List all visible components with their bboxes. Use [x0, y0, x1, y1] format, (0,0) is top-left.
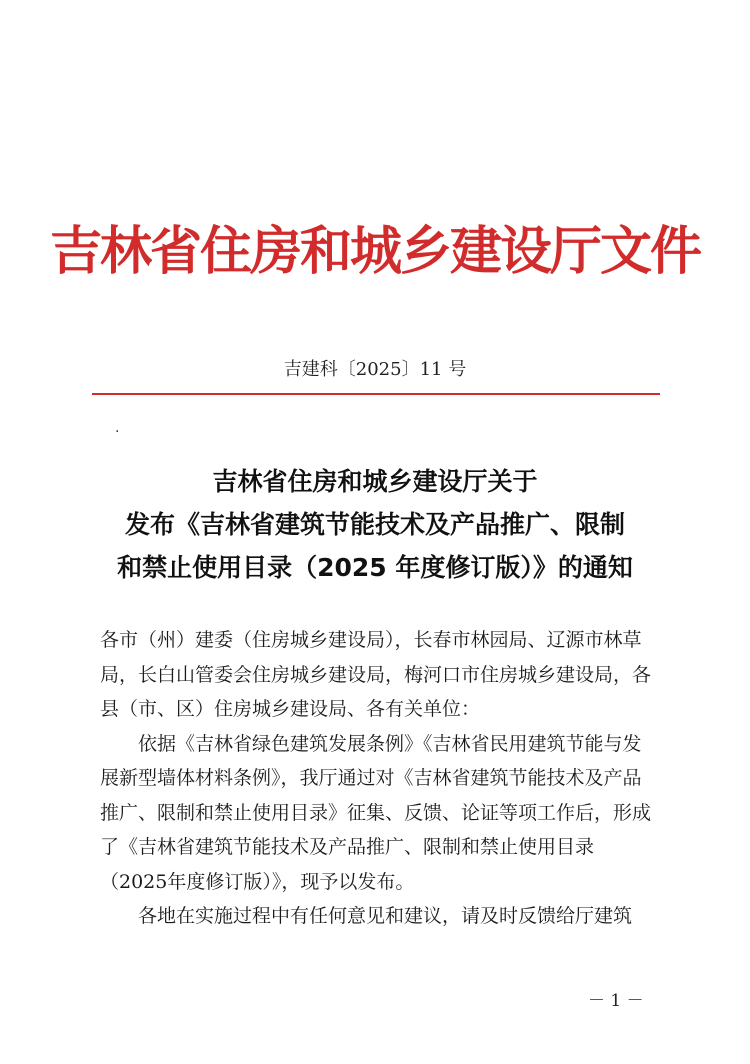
notice-body [100, 623, 660, 934]
page-number: － 1 － [588, 991, 644, 1011]
recipients-paragraph: 各市（州）建委（住房城乡建设局），长春市林园局、辽源市林草局，长白山管委会住房城乡建设局，梅河口市住房城乡建设局，各县（市、区）住房城乡建设局、各有关单位： [100, 629, 652, 720]
notice-title-line-1: 吉林省住房和城乡建设厅关于 [212, 467, 538, 496]
dot-mark: . [115, 420, 120, 436]
document-header-title: 吉林省住房和城乡建设厅文件 [49, 222, 700, 282]
body-paragraph-1: 依据《吉林省绿色建筑发展条例》《吉林省民用建筑节能与发展新型墙体材料条例》，我厅通过对《吉林省建筑节能技术及产品推广、限制和禁止使用目录》征集、反馈、论证等项工作后，形成了《吉林省建筑节能技术及产品推广、限制和禁止使用目录（2025年度修订版）》，现予以发布。 [100, 732, 652, 893]
notice-title-line-3: 和禁止使用目录（2025 年度修订版）》的通知 [117, 553, 633, 582]
body-paragraph-2: 各地在实施过程中有任何意见和建议，请及时反馈给厅建筑 [138, 905, 633, 927]
notice-title [0, 460, 750, 589]
red-divider-line [92, 393, 660, 395]
document-number: 吉建科〔2025〕11 号 [283, 359, 467, 380]
notice-title-line-2: 发布《吉林省建筑节能技术及产品推广、限制 [124, 510, 625, 539]
